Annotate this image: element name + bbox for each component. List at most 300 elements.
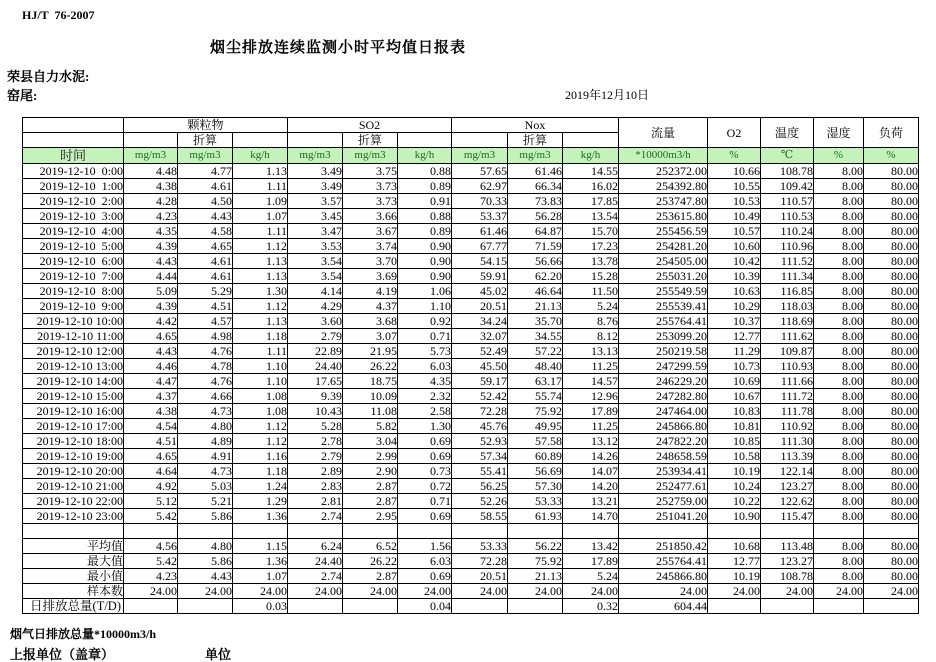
data-cell: 4.91 — [178, 449, 233, 464]
data-cell: 64.87 — [508, 224, 563, 239]
data-cell: 5.86 — [178, 509, 233, 524]
unit-cell: ℃ — [761, 148, 814, 164]
data-cell: 20.51 — [452, 299, 508, 314]
data-cell — [708, 599, 761, 614]
data-cell: 10.55 — [708, 179, 761, 194]
data-cell: 24.00 — [233, 584, 288, 599]
data-cell: 24.40 — [288, 554, 343, 569]
data-cell: 8.00 — [814, 539, 864, 554]
row-time: 2019-12-10 9:00 — [23, 299, 124, 314]
data-cell: 22.89 — [288, 344, 343, 359]
row-time: 2019-12-10 3:00 — [23, 209, 124, 224]
data-cell — [124, 599, 178, 614]
data-cell: 46.64 — [508, 284, 563, 299]
header-row-groups — [23, 118, 919, 133]
data-cell: 108.78 — [761, 164, 814, 179]
data-cell: 13.12 — [563, 434, 619, 449]
data-cell: 0.88 — [398, 164, 452, 179]
group-header-particulate: 颗粒物 — [124, 118, 288, 133]
header-blank — [23, 133, 124, 148]
unit-cell: kg/h — [563, 148, 619, 164]
row-time: 2019-12-10 6:00 — [23, 254, 124, 269]
data-cell: 1.30 — [398, 419, 452, 434]
data-cell: 110.96 — [761, 239, 814, 254]
data-cell: 45.50 — [452, 359, 508, 374]
table-row — [23, 344, 919, 359]
row-time: 2019-12-10 7:00 — [23, 269, 124, 284]
data-cell: 45.76 — [452, 419, 508, 434]
data-cell: 10.24 — [708, 479, 761, 494]
data-cell: 2.95 — [343, 509, 398, 524]
data-cell: 5.82 — [343, 419, 398, 434]
data-cell: 4.76 — [178, 344, 233, 359]
data-cell: 2.32 — [398, 389, 452, 404]
table-row — [23, 404, 919, 419]
data-cell: 80.00 — [864, 284, 919, 299]
data-cell — [178, 599, 233, 614]
data-cell: 80.00 — [864, 554, 919, 569]
data-cell: 4.43 — [124, 344, 178, 359]
data-cell: 1.36 — [233, 554, 288, 569]
data-cell: 10.90 — [708, 509, 761, 524]
data-cell: 10.29 — [708, 299, 761, 314]
data-cell: 11.25 — [563, 359, 619, 374]
row-time: 2019-12-10 18:00 — [23, 434, 124, 449]
data-cell: 122.62 — [761, 494, 814, 509]
data-cell: 61.46 — [508, 164, 563, 179]
data-cell: 20.51 — [452, 569, 508, 584]
data-cell: 80.00 — [864, 479, 919, 494]
data-cell: 0.71 — [398, 329, 452, 344]
data-cell — [864, 599, 919, 614]
data-cell: 6.24 — [288, 539, 343, 554]
data-cell: 4.51 — [178, 299, 233, 314]
data-cell: 253934.41 — [619, 464, 708, 479]
data-cell: 8.00 — [814, 449, 864, 464]
data-cell: 0.72 — [398, 479, 452, 494]
unit-cell: *10000m3/h — [619, 148, 708, 164]
data-cell: 3.74 — [343, 239, 398, 254]
data-cell: 251041.20 — [619, 509, 708, 524]
data-cell: 4.38 — [124, 404, 178, 419]
table-row — [23, 434, 919, 449]
data-cell: 4.42 — [124, 314, 178, 329]
data-cell: 3.54 — [288, 254, 343, 269]
data-cell: 1.30 — [233, 284, 288, 299]
empty-cell — [288, 524, 343, 539]
unit-cell: mg/m3 — [288, 148, 343, 164]
data-cell: 60.89 — [508, 449, 563, 464]
table-row — [23, 269, 919, 284]
data-cell: 2.74 — [288, 569, 343, 584]
data-cell: 0.90 — [398, 254, 452, 269]
group-header-so2: SO2 — [288, 118, 452, 133]
data-cell: 1.13 — [233, 164, 288, 179]
data-cell: 4.73 — [178, 464, 233, 479]
data-cell: 80.00 — [864, 449, 919, 464]
data-cell: 15.28 — [563, 269, 619, 284]
footer-report-unit-label: 上报单位（盖章） — [10, 647, 115, 662]
data-cell: 59.91 — [452, 269, 508, 284]
footer-flow-total-label: 烟气日排放总量*10000m3/h — [10, 627, 157, 641]
data-cell: 14.07 — [563, 464, 619, 479]
data-cell: 10.58 — [708, 449, 761, 464]
data-cell: 48.40 — [508, 359, 563, 374]
data-cell: 75.92 — [508, 554, 563, 569]
data-cell: 10.43 — [288, 404, 343, 419]
row-time: 2019-12-10 13:00 — [23, 359, 124, 374]
row-time: 2019-12-10 15:00 — [23, 389, 124, 404]
data-cell: 80.00 — [864, 329, 919, 344]
data-cell: 10.60 — [708, 239, 761, 254]
data-cell: 63.17 — [508, 374, 563, 389]
data-cell: 1.11 — [233, 179, 288, 194]
data-cell: 0.69 — [398, 434, 452, 449]
table-row — [23, 194, 919, 209]
data-cell: 21.95 — [343, 344, 398, 359]
data-cell: 4.43 — [178, 209, 233, 224]
data-cell: 80.00 — [864, 464, 919, 479]
data-cell: 8.00 — [814, 569, 864, 584]
data-cell: 75.92 — [508, 404, 563, 419]
data-cell: 1.12 — [233, 434, 288, 449]
data-cell: 11.25 — [563, 419, 619, 434]
data-cell — [814, 599, 864, 614]
data-cell: 17.65 — [288, 374, 343, 389]
data-cell: 12.77 — [708, 329, 761, 344]
data-cell: 1.10 — [398, 299, 452, 314]
data-cell: 11.29 — [708, 344, 761, 359]
data-cell: 247299.59 — [619, 359, 708, 374]
data-cell: 8.00 — [814, 314, 864, 329]
data-cell: 111.66 — [761, 374, 814, 389]
data-cell: 67.77 — [452, 239, 508, 254]
data-cell: 4.19 — [343, 284, 398, 299]
humidity-header: 湿度 — [814, 118, 864, 148]
data-cell: 10.67 — [708, 389, 761, 404]
data-cell: 247464.00 — [619, 404, 708, 419]
data-cell: 8.00 — [814, 404, 864, 419]
data-cell: 56.28 — [508, 209, 563, 224]
table-row — [23, 419, 919, 434]
data-cell: 0.91 — [398, 194, 452, 209]
data-cell: 3.53 — [288, 239, 343, 254]
data-cell: 111.62 — [761, 329, 814, 344]
data-cell: 24.00 — [563, 584, 619, 599]
data-cell: 11.08 — [343, 404, 398, 419]
header-blank — [288, 133, 343, 148]
summary-row — [23, 584, 919, 599]
data-cell: 5.24 — [563, 299, 619, 314]
data-cell: 113.39 — [761, 449, 814, 464]
data-cell: 4.89 — [178, 434, 233, 449]
data-cell: 1.06 — [398, 284, 452, 299]
data-cell: 12.96 — [563, 389, 619, 404]
data-cell: 4.50 — [178, 194, 233, 209]
data-cell: 252759.00 — [619, 494, 708, 509]
header-blank — [124, 133, 178, 148]
data-cell: 80.00 — [864, 164, 919, 179]
data-cell: 10.37 — [708, 314, 761, 329]
summary-label — [23, 599, 124, 614]
table-row — [23, 359, 919, 374]
data-cell: 12.77 — [708, 554, 761, 569]
temperature-header: 温度 — [761, 118, 814, 148]
unit-cell: % — [814, 148, 864, 164]
data-cell: 110.92 — [761, 419, 814, 434]
data-cell: 255539.41 — [619, 299, 708, 314]
unit-cell: kg/h — [398, 148, 452, 164]
data-cell: 3.73 — [343, 179, 398, 194]
data-cell: 54.15 — [452, 254, 508, 269]
data-cell: 80.00 — [864, 344, 919, 359]
data-cell: 253099.20 — [619, 329, 708, 344]
data-cell: 3.60 — [288, 314, 343, 329]
data-cell: 4.76 — [178, 374, 233, 389]
data-cell: 3.45 — [288, 209, 343, 224]
row-time: 2019-12-10 11:00 — [23, 329, 124, 344]
data-cell: 0.69 — [398, 509, 452, 524]
data-cell: 6.03 — [398, 554, 452, 569]
data-cell: 8.00 — [814, 389, 864, 404]
data-cell: 245866.80 — [619, 569, 708, 584]
data-cell: 10.83 — [708, 404, 761, 419]
data-cell: 4.23 — [124, 569, 178, 584]
header-blank — [23, 118, 124, 133]
data-cell: 2.79 — [288, 449, 343, 464]
data-cell: 255031.20 — [619, 269, 708, 284]
data-cell: 52.93 — [452, 434, 508, 449]
data-cell: 4.39 — [124, 299, 178, 314]
data-cell: 4.77 — [178, 164, 233, 179]
data-cell: 4.35 — [398, 374, 452, 389]
data-cell: 111.78 — [761, 404, 814, 419]
row-time: 2019-12-10 12:00 — [23, 344, 124, 359]
data-cell: 14.26 — [563, 449, 619, 464]
data-cell: 52.49 — [452, 344, 508, 359]
data-cell: 80.00 — [864, 419, 919, 434]
spacer-row — [23, 524, 919, 539]
data-cell: 5.42 — [124, 554, 178, 569]
data-cell: 80.00 — [864, 269, 919, 284]
data-cell: 21.13 — [508, 569, 563, 584]
row-time: 2019-12-10 21:00 — [23, 479, 124, 494]
data-cell: 0.69 — [398, 449, 452, 464]
data-cell: 24.00 — [124, 584, 178, 599]
header-blank — [563, 133, 619, 148]
data-cell: 111.30 — [761, 434, 814, 449]
data-cell: 80.00 — [864, 509, 919, 524]
data-cell: 49.95 — [508, 419, 563, 434]
data-cell: 18.75 — [343, 374, 398, 389]
row-time: 2019-12-10 17:00 — [23, 419, 124, 434]
data-cell: 1.13 — [233, 314, 288, 329]
data-cell: 4.92 — [124, 479, 178, 494]
table-row — [23, 239, 919, 254]
data-cell: 24.00 — [288, 584, 343, 599]
data-cell: 35.70 — [508, 314, 563, 329]
data-cell: 0.69 — [398, 569, 452, 584]
data-cell: 2.90 — [343, 464, 398, 479]
data-cell: 4.73 — [178, 404, 233, 419]
data-cell: 254281.20 — [619, 239, 708, 254]
standard-code: HJ/T 76-2007 — [22, 8, 95, 22]
data-cell: 4.61 — [178, 179, 233, 194]
data-cell: 72.28 — [452, 404, 508, 419]
data-cell: 15.70 — [563, 224, 619, 239]
data-cell: 8.00 — [814, 254, 864, 269]
data-cell: 254392.80 — [619, 179, 708, 194]
header-blank — [398, 133, 452, 148]
data-cell: 80.00 — [864, 389, 919, 404]
data-cell: 4.64 — [124, 464, 178, 479]
data-cell: 5.42 — [124, 509, 178, 524]
data-cell: 8.00 — [814, 299, 864, 314]
summary-row — [23, 599, 919, 614]
time-header: 时间 — [23, 148, 124, 164]
data-cell: 3.49 — [288, 164, 343, 179]
data-cell: 3.68 — [343, 314, 398, 329]
data-cell: 34.55 — [508, 329, 563, 344]
data-cell: 8.00 — [814, 464, 864, 479]
data-cell: 80.00 — [864, 224, 919, 239]
data-cell: 245866.80 — [619, 419, 708, 434]
table-row — [23, 494, 919, 509]
data-cell: 80.00 — [864, 314, 919, 329]
data-cell: 8.00 — [814, 179, 864, 194]
data-cell: 10.73 — [708, 359, 761, 374]
empty-cell — [619, 524, 708, 539]
data-cell: 70.33 — [452, 194, 508, 209]
summary-label: 样本数 — [23, 584, 124, 599]
data-cell: 52.26 — [452, 494, 508, 509]
summary-row — [23, 539, 919, 554]
data-cell: 14.20 — [563, 479, 619, 494]
data-cell: 4.65 — [124, 449, 178, 464]
data-cell: 3.07 — [343, 329, 398, 344]
data-cell: 4.54 — [124, 419, 178, 434]
data-cell: 10.42 — [708, 254, 761, 269]
empty-cell — [563, 524, 619, 539]
data-cell: 5.24 — [563, 569, 619, 584]
data-cell: 4.80 — [178, 539, 233, 554]
data-cell: 4.61 — [178, 269, 233, 284]
table-row — [23, 464, 919, 479]
data-cell: 3.57 — [288, 194, 343, 209]
data-cell: 10.39 — [708, 269, 761, 284]
data-cell: 246229.20 — [619, 374, 708, 389]
table-row — [23, 314, 919, 329]
data-cell: 2.79 — [288, 329, 343, 344]
data-cell: 4.51 — [124, 434, 178, 449]
data-cell: 73.83 — [508, 194, 563, 209]
data-cell: 4.43 — [124, 254, 178, 269]
data-cell: 80.00 — [864, 359, 919, 374]
data-cell: 253615.80 — [619, 209, 708, 224]
data-cell: 57.22 — [508, 344, 563, 359]
data-cell: 13.42 — [563, 539, 619, 554]
data-cell: 4.43 — [178, 569, 233, 584]
data-cell: 1.11 — [233, 344, 288, 359]
summary-row — [23, 554, 919, 569]
data-cell: 24.00 — [343, 584, 398, 599]
table-row — [23, 179, 919, 194]
converted-label: 折算 — [178, 133, 233, 148]
data-cell: 5.12 — [124, 494, 178, 509]
data-cell: 3.73 — [343, 194, 398, 209]
data-cell: 1.08 — [233, 404, 288, 419]
data-cell: 55.74 — [508, 389, 563, 404]
converted-label: 折算 — [508, 133, 563, 148]
summary-row — [23, 569, 919, 584]
data-cell: 1.12 — [233, 299, 288, 314]
data-cell: 1.13 — [233, 254, 288, 269]
data-cell: 1.24 — [233, 479, 288, 494]
data-cell: 10.68 — [708, 539, 761, 554]
row-time: 2019-12-10 2:00 — [23, 194, 124, 209]
data-cell: 1.07 — [233, 569, 288, 584]
data-cell: 21.13 — [508, 299, 563, 314]
row-time: 2019-12-10 16:00 — [23, 404, 124, 419]
data-cell: 53.33 — [452, 539, 508, 554]
table-row — [23, 284, 919, 299]
data-cell: 8.00 — [814, 224, 864, 239]
data-cell: 1.18 — [233, 329, 288, 344]
data-cell: 3.49 — [288, 179, 343, 194]
data-cell: 24.00 — [761, 584, 814, 599]
data-cell: 0.71 — [398, 494, 452, 509]
data-cell: 2.87 — [343, 479, 398, 494]
data-cell: 3.70 — [343, 254, 398, 269]
data-cell: 8.00 — [814, 494, 864, 509]
summary-label: 平均值 — [23, 539, 124, 554]
empty-cell — [708, 524, 761, 539]
table-row — [23, 224, 919, 239]
table-row — [23, 299, 919, 314]
data-cell: 248658.59 — [619, 449, 708, 464]
data-cell: 8.00 — [814, 479, 864, 494]
data-cell: 57.65 — [452, 164, 508, 179]
data-cell: 2.87 — [343, 494, 398, 509]
data-cell: 8.00 — [814, 359, 864, 374]
data-cell: 4.66 — [178, 389, 233, 404]
data-cell: 56.66 — [508, 254, 563, 269]
data-cell: 14.70 — [563, 509, 619, 524]
data-cell: 80.00 — [864, 194, 919, 209]
data-cell: 8.00 — [814, 344, 864, 359]
data-cell: 110.93 — [761, 359, 814, 374]
row-time: 2019-12-10 23:00 — [23, 509, 124, 524]
data-cell: 4.65 — [178, 239, 233, 254]
o2-header: O2 — [708, 118, 761, 148]
data-cell: 0.73 — [398, 464, 452, 479]
data-cell: 1.10 — [233, 359, 288, 374]
summary-label: 最小值 — [23, 569, 124, 584]
data-cell: 1.08 — [233, 389, 288, 404]
data-cell: 1.29 — [233, 494, 288, 509]
data-cell: 10.66 — [708, 164, 761, 179]
report-table — [22, 117, 919, 614]
empty-cell — [233, 524, 288, 539]
data-cell: 250219.58 — [619, 344, 708, 359]
data-cell: 56.69 — [508, 464, 563, 479]
data-cell — [343, 599, 398, 614]
data-cell: 2.74 — [288, 509, 343, 524]
empty-cell — [398, 524, 452, 539]
empty-cell — [343, 524, 398, 539]
data-cell: 62.20 — [508, 269, 563, 284]
data-cell: 24.00 — [814, 584, 864, 599]
